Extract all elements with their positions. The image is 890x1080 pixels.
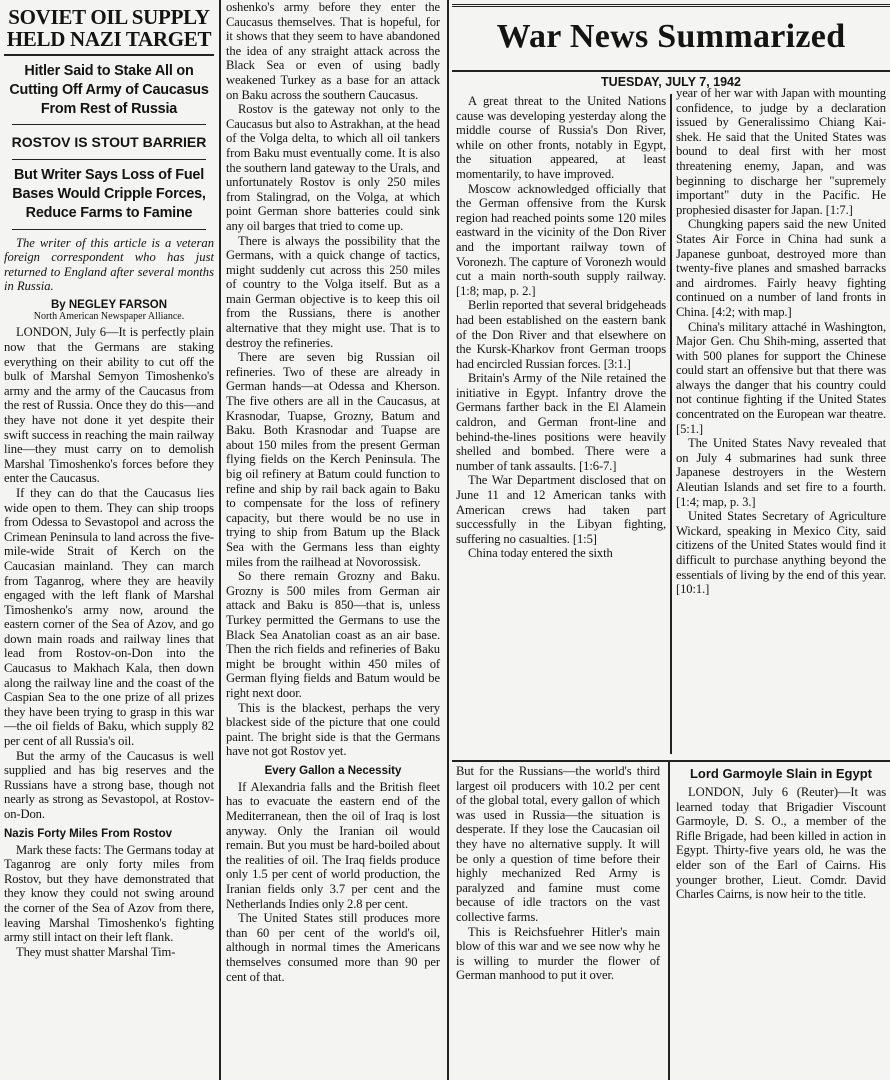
section-rule [452, 760, 890, 762]
left-article [0, 0, 218, 1080]
article-deck-3: But Writer Says Loss of Fuel Bases Would Cripple Forces, Reduce Farms to Famine [12, 167, 206, 221]
deck-rule-1 [12, 124, 206, 125]
summary-paragraph: The War Department disclosed that on June 11 and 12 American tanks with American crews had taken part successfully in the Libyan fighting, suffering no casualties. [1:5] [456, 473, 666, 546]
middle-article [222, 0, 444, 1080]
summary-paragraph: China today entered the sixth [468, 546, 613, 561]
article-headline: SOVIET OIL SUPPLY HELD NAZI TARGET [6, 5, 212, 51]
byline-affiliation: North American Newspaper Alliance. [33, 311, 185, 323]
article-paragraph: If they can do that the Caucasus lies wide open to them. They can ship troops from Odessa to Sevastopol and across the Crimean Peninsula to land across the five-mile-wide Strait of Kerch on the Caucasian mainland. They can march from Taganrog, where they are heavily engaged with the left flank of Marshal Timoshenko's army now, around the eastern corner of the Sea of Azov, and go down main roads and railway lines that lead from Rostov-on-Don into the Caucasus to Makhach Kala, then down along the railway line and the coast of the Caspian Sea to the one prize of all prizes they have been trying to grasp in this war—the oil fields of Baku, which supply 82 per cent of all Russia's oil. [4, 485, 214, 749]
article-deck-1: Hitler Said to Stake All on Cutting Off Army of Caucasus From Rest of Russia [9, 63, 209, 117]
column-rule [668, 760, 670, 1080]
garmoyle-article [672, 764, 890, 1080]
summary-paragraph: Berlin reported that several bridgeheads had been established on the eastern bank of the Don River and that elsewhere on the Kursk-Kharkov front German troops had encircled Russian forces. [3:1.] [456, 298, 666, 371]
article-paragraph: This is Reichsfuehrer Hitler's main blow of this war and we see now why he is willing to murder the flower of German manhood to put it over. [456, 924, 660, 983]
summary-paragraph: Chungking papers said the new United States Air Force in China had sunk a Japanese gunboat, destroyed more than twenty-five planes and smashed barracks and airdromes. Fairly heavy fighting continued on a number of land fronts in China. [4:2; with map.] [676, 217, 886, 319]
summary-paragraph: Britain's Army of the Nile retained the initiative in Egypt. Infantry drove the Germans farther back in the El Alamein caldron, and German front-line and behind-the-lines positions were heavily shelled and bombed. There were a number of tank assaults. [1:6-7.] [456, 371, 666, 473]
article-subhead: Nazis Forty Miles From Rostov [4, 827, 173, 840]
column-rule [219, 0, 221, 1080]
summary-paragraph: A great threat to the United Nations cause was developing yesterday along the middle course of Russia's Don River, while on other fronts, notably in Egypt, the situation appeared, at least momentarily, to have improved. [456, 94, 666, 181]
article-paragraph: If Alexandria falls and the British fleet has to evacuate the eastern end of the Mediterranean, then the oil of Iraq is lost anyway. Only the Iranian oil would remain. But you must be hard-boiled about the realities of oil. The Iraq fields produce only 1.5 per cent of world production, the Iranian fields only 3.7 per cent and the Netherlands Indies only 2.8 per cent. [226, 779, 440, 911]
article-paragraph: So there remain Grozny and Baku. Grozny is 500 miles from German air attack and Baku is 850—that is, unless Turkey permitted the Germans to use the Black Sea Anatolian coast as an air base. Then the rich fields and refineries of Baku might be brought within 450 miles of German flying fields and Batum would be right next door. [226, 569, 440, 700]
article-paragraph: The United States still produces more than 60 per cent of the world's oil, although in normal times the Americans themselves consumed more than 90 per cent of that. [226, 911, 440, 984]
article-paragraph: LONDON, July 6—It is perfectly plain now that the Germans are staking everything on their ability to cut off the bulk of Marshal Semyon Timoshenko's army and the army of the Caucasus from the rest of Russia. Once they do this—and they have not done it yet despite their swift success in reaching the main railway line—they must carry on to demolish Marshal Timoshenko's forces before they enter the Caucasus. [4, 325, 214, 486]
article-paragraph: But the army of the Caucasus is well supplied and has big reserves and the Russians have a strong base, though not nearly as strong as Sevastopol, at Rostov-on-Don. [4, 748, 214, 821]
summary-paragraph: China's military attaché in Washington, Major Gen. Chu Shih-ming, asserted that with 500 planes for support the Chinese could start an offensive but that there was always the danger that his country could not continue fighting if the United States concentrated on the European war theatre. [5:1.] [676, 319, 886, 436]
article-paragraph: There is always the possibility that the Germans, with a quick change of tactics, might suddenly cut across this 250 miles of country to the Volga itself. But as a main German objective is to keep this oil from the Russians, there is another alternative that they might use. That is to destroy the refineries. [226, 233, 440, 350]
article-paragraph: This is the blackest, perhaps the very blackest side of the picture that one could paint. The bright side is that the Germans have not got Rostov yet. [226, 700, 440, 759]
article-paragraph: There are seven big Russian oil refineries. Two of these are already in German hands—at Odessa and Kherson. The five others are all in the Caucasus, at Krasnodar, Tuapse, Grozny, Batum and Baku. Both Krasnodar and Tuapse are about 150 miles from the present German flying fields on the Kerch Peninsula. The big oil refinery at Batum could function to refine and ship by rail back again to Baku to compensate for the loss of refinery capacity, but there would be no use in trying to ship from Batum up the Black Sea with the Germans less than eighty miles from the railhead at Novorossisk. [226, 350, 440, 569]
summary-paragraph: year of her war with Japan with mounting confidence, to judge by a declaration issued by Generalissimo Chiang Kai-shek. He said that the United States was bound to deal first with her most threatening enemy, Japan, and was beginning to discharge her "supremely important" duty in the Pacific. He prophesied disaster for Japan. [1:7.] [676, 86, 886, 217]
headline-rule [4, 54, 214, 56]
article-paragraph: oshenko's army before they enter the Caucasus themselves. That is hopeful, for it shows that they seem to have abandoned the idea of any straight attack across the Black Sea or even of using badly weakened Turkey as a base for an attack on Baku across the southern Caucasus. [226, 0, 440, 102]
article-intro: The writer of this article is a veteran foreign correspondent who has just returned to England after several months in Russia. [4, 235, 214, 293]
article-paragraph: They must shatter Marshal Tim- [16, 944, 176, 959]
article-paragraph: Rostov is the gateway not only to the Caucasus but also to Astrakhan, at the head of the Volga delta, to which all oil tankers from Baku must eventually come. It is also the southern land gateway to the Urals, and unfortunately Rostov is only 250 miles from Stalingrad, on the Volga, at which point German shore batteries could sink any oil barges that tried to come up. [226, 102, 440, 233]
war-news-title: War News Summarized [452, 4, 890, 68]
article-deck-2: ROSTOV IS STOUT BARRIER [11, 134, 207, 151]
garmoyle-headline: Lord Garmoyle Slain in Egypt [689, 766, 873, 781]
war-news-column-1 [452, 94, 670, 754]
war-news-column-2 [672, 86, 890, 754]
summary-paragraph: Moscow acknowledged officially that the German offensive from the Kursk region had reached points some 120 miles eastward in the vicinity of the Don River and the important railway town of Voronezh. The capture of Voronezh would cut a main north-south supply railway. [1:8; map, p. 2.] [456, 181, 666, 298]
summary-paragraph: United States Secretary of Agriculture Wickard, speaking in Mexico City, said citizens of the United States would find it difficult to purchase anything beyond the essentials of living by the end of this year. [10:1.] [676, 509, 886, 597]
article-paragraph: LONDON, July 6 (Reuter)—It was learned today that Brigadier Viscount Garmoyle, D. S. O., a member of the Rifle Brigade, had been killed in action in Egypt. Thirty-five years old, he was the elder son of the Earl of Cairns. His younger brother, Lieut. Comdr. David Charles Cairns, is now heir to the title. [676, 785, 886, 902]
column-rule [447, 0, 449, 1080]
article-subhead: Every Gallon a Necessity [264, 764, 402, 777]
war-news-date: TUESDAY, JULY 7, 1942 [601, 75, 741, 89]
article-paragraph: But for the Russians—the world's third largest oil producers with 10.2 per cent of the global total, every gallon of which was used in Russia—the situation is desperate. If they lose the Caucasian oil they have no alternative supply. It will be only a question of time before their highly mechanized Red Army is paralyzed and famine must come because of idle tractors on the vast collective farms. [456, 764, 660, 924]
deck-rule-3 [12, 229, 206, 230]
byline: By NEGLEY FARSON [50, 299, 168, 312]
article-continuation [452, 764, 664, 1080]
deck-rule-2 [12, 159, 206, 160]
article-paragraph: Mark these facts: The Germans today at Taganrog are only forty miles from Rostov, but they have demonstrated that they know they could not swing around the corner of the Sea of Azov from there, leaving Marshal Timoshenko's fighting army still intact on their left flank. [4, 842, 214, 945]
summary-paragraph: The United States Navy revealed that on July 4 submarines had sunk three Japanese destroyers in the Western Aleutian Islands and set fire to a fourth. [1:4; map, p. 3.] [676, 436, 886, 509]
